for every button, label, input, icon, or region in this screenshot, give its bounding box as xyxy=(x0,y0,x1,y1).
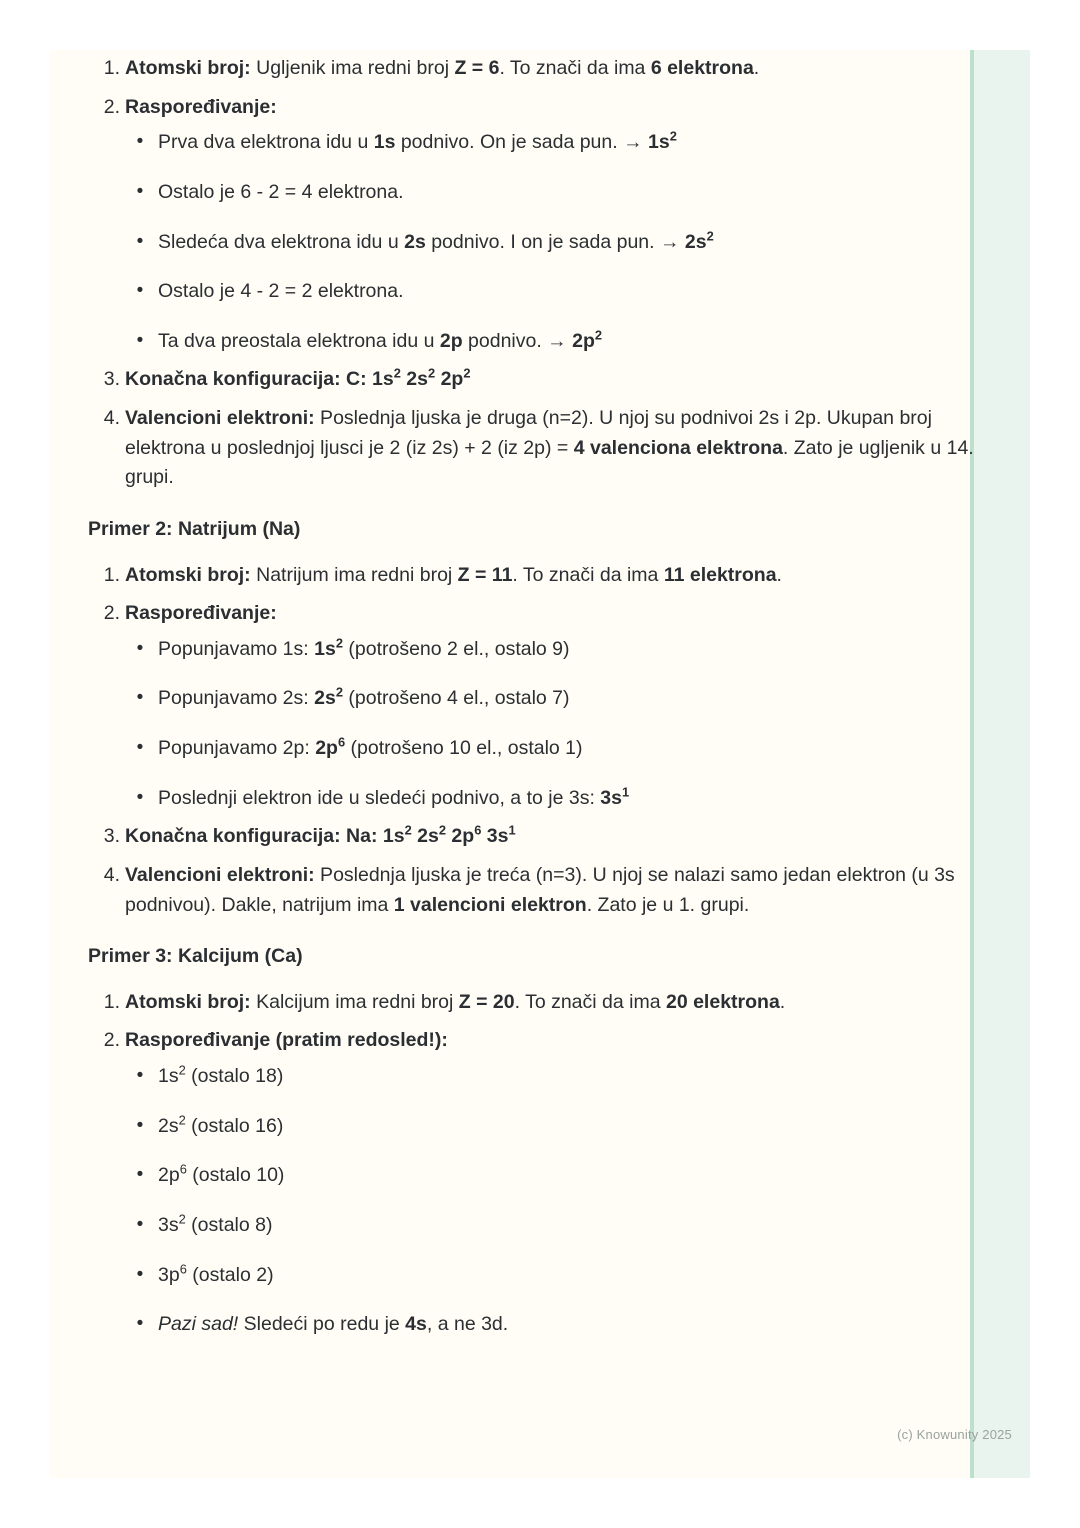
list-item xyxy=(125,128,974,158)
item-bold: Z = 11 xyxy=(457,563,513,586)
list-marker: 1. xyxy=(103,563,120,586)
list-item-body xyxy=(125,861,974,920)
orbital-base: 1s xyxy=(314,637,336,660)
item-bold: 20 elektrona xyxy=(665,990,780,1013)
bullet-text: (potrošeno 10 el., ostalo 1) xyxy=(345,737,583,759)
orbital-superscript: 2 xyxy=(335,684,343,700)
item-text: . xyxy=(776,563,782,586)
bullet-icon: • xyxy=(136,280,144,302)
list-item xyxy=(125,178,974,208)
example3-bullets xyxy=(125,1062,974,1340)
bullet-icon: • xyxy=(136,786,144,808)
item-text: Ugljenik ima redni broj xyxy=(250,57,455,79)
item-lead: Atomski broj: xyxy=(125,990,251,1013)
list-marker: 3. xyxy=(103,368,120,391)
orbital-superscript: 2 xyxy=(178,1062,186,1078)
bullet-text: podnivo. I on je sada pun. → xyxy=(425,230,685,253)
list-item xyxy=(50,93,974,357)
orbital-superscript: 6 xyxy=(179,1161,187,1177)
list-item xyxy=(50,822,974,852)
bullet-icon: • xyxy=(136,687,144,709)
item-lead: Raspoređivanje (pratim redosled!): xyxy=(125,1029,448,1052)
bullet-text: (potrošeno 4 el., ostalo 7) xyxy=(342,687,570,710)
orbital-base: 2s xyxy=(158,1114,179,1137)
list-item xyxy=(125,277,974,307)
item-bold: Z = 6 xyxy=(454,57,500,79)
list-item-body xyxy=(125,988,974,1018)
list-item xyxy=(50,561,974,591)
bullet-italic-note: Pazi sad! xyxy=(158,1313,239,1336)
bullet-text: (ostalo 2) xyxy=(186,1263,274,1286)
bullet-bold xyxy=(314,684,343,710)
page-right-green-strip xyxy=(970,50,1030,1478)
bullet-text: Poslednji elektron ide u sledeći podnivo, a to je 3s: xyxy=(158,786,601,809)
orbital-base: 2p xyxy=(572,329,595,352)
list-item xyxy=(50,861,974,920)
item-text: . xyxy=(753,57,760,79)
orbital-superscript: 2 xyxy=(335,635,343,651)
list-marker: 3. xyxy=(103,825,120,848)
list-item xyxy=(125,734,974,764)
item-lead: Valencioni elektroni: xyxy=(125,407,315,429)
item-bold: 1 valencioni elektron xyxy=(393,893,587,916)
list-item xyxy=(125,228,974,258)
bullet-text: (potrošeno 2 el., ostalo 9) xyxy=(342,637,570,660)
bullet-text: (ostalo 8) xyxy=(185,1213,273,1236)
config-text: 2s xyxy=(411,825,439,848)
bullet-text: Ostalo je 4 - 2 = 2 elektrona. xyxy=(158,280,404,303)
example3-list xyxy=(50,988,974,1340)
item-lead: Raspoređivanje: xyxy=(125,602,277,625)
orbital-superscript: 6 xyxy=(337,734,346,750)
orbital-superscript: 2 xyxy=(463,365,471,381)
bullet-icon: • xyxy=(136,737,144,758)
list-item xyxy=(125,1211,974,1241)
section-heading-primer-3: Primer 3: Kalcijum (Ca) xyxy=(88,945,303,968)
orbital-base: 3s xyxy=(158,1213,179,1236)
bullet-text: Prva dva elektrona idu u xyxy=(158,131,374,154)
list-item xyxy=(125,1261,974,1291)
list-item xyxy=(125,684,974,714)
orbital-superscript: 2 xyxy=(594,327,603,343)
item-text: . To znači da ima xyxy=(499,57,651,79)
orbital-superscript: 6 xyxy=(179,1261,187,1276)
bullet-icon: • xyxy=(136,637,144,659)
config-text: 3s xyxy=(481,825,509,848)
example2-bullets xyxy=(125,635,974,814)
orbital-superscript: 2 xyxy=(428,365,436,381)
orbital-superscript: 2 xyxy=(706,228,714,243)
bullet-text: Sledeća dva elektrona idu u xyxy=(158,230,405,253)
bullet-icon: • xyxy=(136,1114,144,1136)
list-item-body xyxy=(125,93,974,357)
list-item-body xyxy=(125,599,974,813)
list-item-body xyxy=(125,54,974,84)
config-text: 2p xyxy=(446,825,475,848)
bullet-bold xyxy=(600,784,630,809)
copyright-watermark: (c) Knowunity 2025 xyxy=(897,1427,1012,1442)
list-item xyxy=(125,784,974,814)
item-lead: Atomski broj: xyxy=(125,57,251,79)
bullet-icon: • xyxy=(136,1164,144,1186)
bullet-text: podnivo. On je sada pun. → xyxy=(395,131,648,154)
item-lead: Raspoređivanje: xyxy=(125,95,277,118)
item-text: Natrijum ima redni broj xyxy=(250,563,458,586)
bullet-icon: • xyxy=(136,230,144,252)
final-configuration xyxy=(125,365,471,391)
item-bold: 11 elektrona xyxy=(663,563,777,586)
example1-bullets xyxy=(125,128,974,356)
bullet-text: Ta dva preostala elektrona idu u xyxy=(158,329,440,352)
example2-list xyxy=(50,561,974,921)
orbital-base: 1s xyxy=(158,1065,179,1087)
item-text: . Zato je u 1. grupi. xyxy=(586,893,750,916)
list-marker: 1. xyxy=(103,990,120,1013)
orbital-superscript: 2 xyxy=(178,1112,186,1128)
list-item-body xyxy=(125,365,974,395)
orbital-superscript: 1 xyxy=(508,822,516,838)
section-heading-primer-2: Primer 2: Natrijum (Na) xyxy=(88,517,301,540)
item-text: . To znači da ima xyxy=(514,990,666,1013)
bullet-icon: • xyxy=(136,1313,144,1335)
item-bold: Z = 20 xyxy=(458,990,515,1013)
orbital-base: 1s xyxy=(648,131,670,154)
list-item-body xyxy=(125,561,974,591)
bullet-bold: 2p xyxy=(439,329,463,352)
bullet-bold xyxy=(684,228,714,253)
bullet-bold: 4s xyxy=(405,1313,427,1336)
bullet-text: podnivo. → xyxy=(462,329,573,352)
bullet-icon: • xyxy=(136,131,144,153)
final-configuration xyxy=(125,822,516,848)
orbital-base: 2p xyxy=(315,737,338,759)
list-item-body xyxy=(125,822,974,852)
item-text: Poslednja ljuska je treća (n=3). U njoj se nalazi samo jedan elektron (u 3s podnivou). Dakle, natrijum ima xyxy=(125,863,955,916)
document-page xyxy=(50,50,1030,1478)
list-item-body xyxy=(125,404,974,493)
orbital-superscript: 2 xyxy=(178,1211,186,1227)
bullet-icon: • xyxy=(136,1065,144,1086)
document-content xyxy=(50,50,974,1349)
item-text: Kalcijum ima redni broj xyxy=(250,990,459,1013)
list-marker: 2. xyxy=(103,1029,120,1052)
list-item xyxy=(125,1310,974,1340)
bullet-text: Popunjavamo 2p: xyxy=(158,737,316,759)
bullet-icon: • xyxy=(136,1263,144,1285)
orbital-superscript: 6 xyxy=(474,822,482,838)
list-item xyxy=(50,54,974,84)
bullet-text: Popunjavamo 1s: xyxy=(158,637,315,660)
orbital-base: 2p xyxy=(158,1164,180,1187)
item-lead: Valencioni elektroni: xyxy=(125,863,315,886)
list-marker: 2. xyxy=(103,95,120,118)
orbital-base: 3s xyxy=(600,786,622,809)
config-label: Konačna konfiguracija: C: 1s xyxy=(125,368,394,391)
item-text: . To znači da ima xyxy=(512,563,664,586)
list-item xyxy=(50,599,974,813)
list-item-body xyxy=(125,1026,974,1339)
list-item xyxy=(50,1026,974,1339)
list-item xyxy=(50,988,974,1018)
bullet-bold xyxy=(315,734,346,759)
list-item xyxy=(50,365,974,395)
bullet-text: (ostalo 16) xyxy=(185,1114,284,1137)
orbital-superscript: 2 xyxy=(438,822,446,838)
list-item xyxy=(125,327,974,357)
item-text: . xyxy=(779,990,786,1013)
item-text: . Zato je ugljenik u 14. grupi. xyxy=(125,436,974,489)
bullet-icon: • xyxy=(136,180,144,202)
example1-list xyxy=(50,54,974,493)
list-item xyxy=(125,1112,974,1142)
list-item xyxy=(50,404,974,493)
config-text: 2s xyxy=(400,368,428,391)
bullet-text: , a ne 3d. xyxy=(426,1313,509,1336)
list-marker: 4. xyxy=(103,407,120,429)
item-lead: Atomski broj: xyxy=(125,563,251,586)
orbital-superscript: 2 xyxy=(669,128,677,144)
config-label: Konačna konfiguracija: Na: 1s xyxy=(125,825,405,848)
bullet-text: Popunjavamo 2s: xyxy=(158,687,315,710)
list-marker: 1. xyxy=(103,57,120,79)
bullet-bold: 1s xyxy=(373,131,396,154)
list-item xyxy=(125,1062,974,1092)
orbital-base: 2s xyxy=(314,687,336,710)
orbital-base: 2s xyxy=(684,230,707,253)
list-marker: 2. xyxy=(103,602,120,625)
orbital-superscript: 2 xyxy=(393,365,401,381)
bullet-bold xyxy=(572,327,603,352)
bullet-icon: • xyxy=(136,1213,144,1235)
bullet-bold: 2s xyxy=(404,230,426,253)
list-marker: 4. xyxy=(103,863,120,886)
item-bold: 4 valenciona elektrona xyxy=(573,436,783,459)
orbital-superscript: 1 xyxy=(621,784,630,800)
bullet-icon: • xyxy=(136,329,144,351)
bullet-text: Ostalo je 6 - 2 = 4 elektrona. xyxy=(158,180,404,203)
orbital-base: 3p xyxy=(158,1263,180,1286)
item-text: Poslednja ljuska je druga (n=2). U njoj su podnivoi 2s i 2p. Ukupan broj elektrona u poslednjoj ljusci je 2 (iz 2s) + 2 (iz 2p) = xyxy=(125,407,932,459)
bullet-text: (ostalo 18) xyxy=(185,1065,284,1087)
bullet-bold xyxy=(648,128,677,154)
bullet-text: Sledeći po redu je xyxy=(238,1313,406,1336)
list-item xyxy=(125,1161,974,1191)
config-text: 2p xyxy=(435,368,464,391)
list-item xyxy=(125,635,974,665)
bullet-bold xyxy=(314,635,343,660)
orbital-superscript: 2 xyxy=(404,822,412,838)
item-bold: 6 elektrona xyxy=(650,57,754,79)
bullet-text: (ostalo 10) xyxy=(186,1164,285,1187)
